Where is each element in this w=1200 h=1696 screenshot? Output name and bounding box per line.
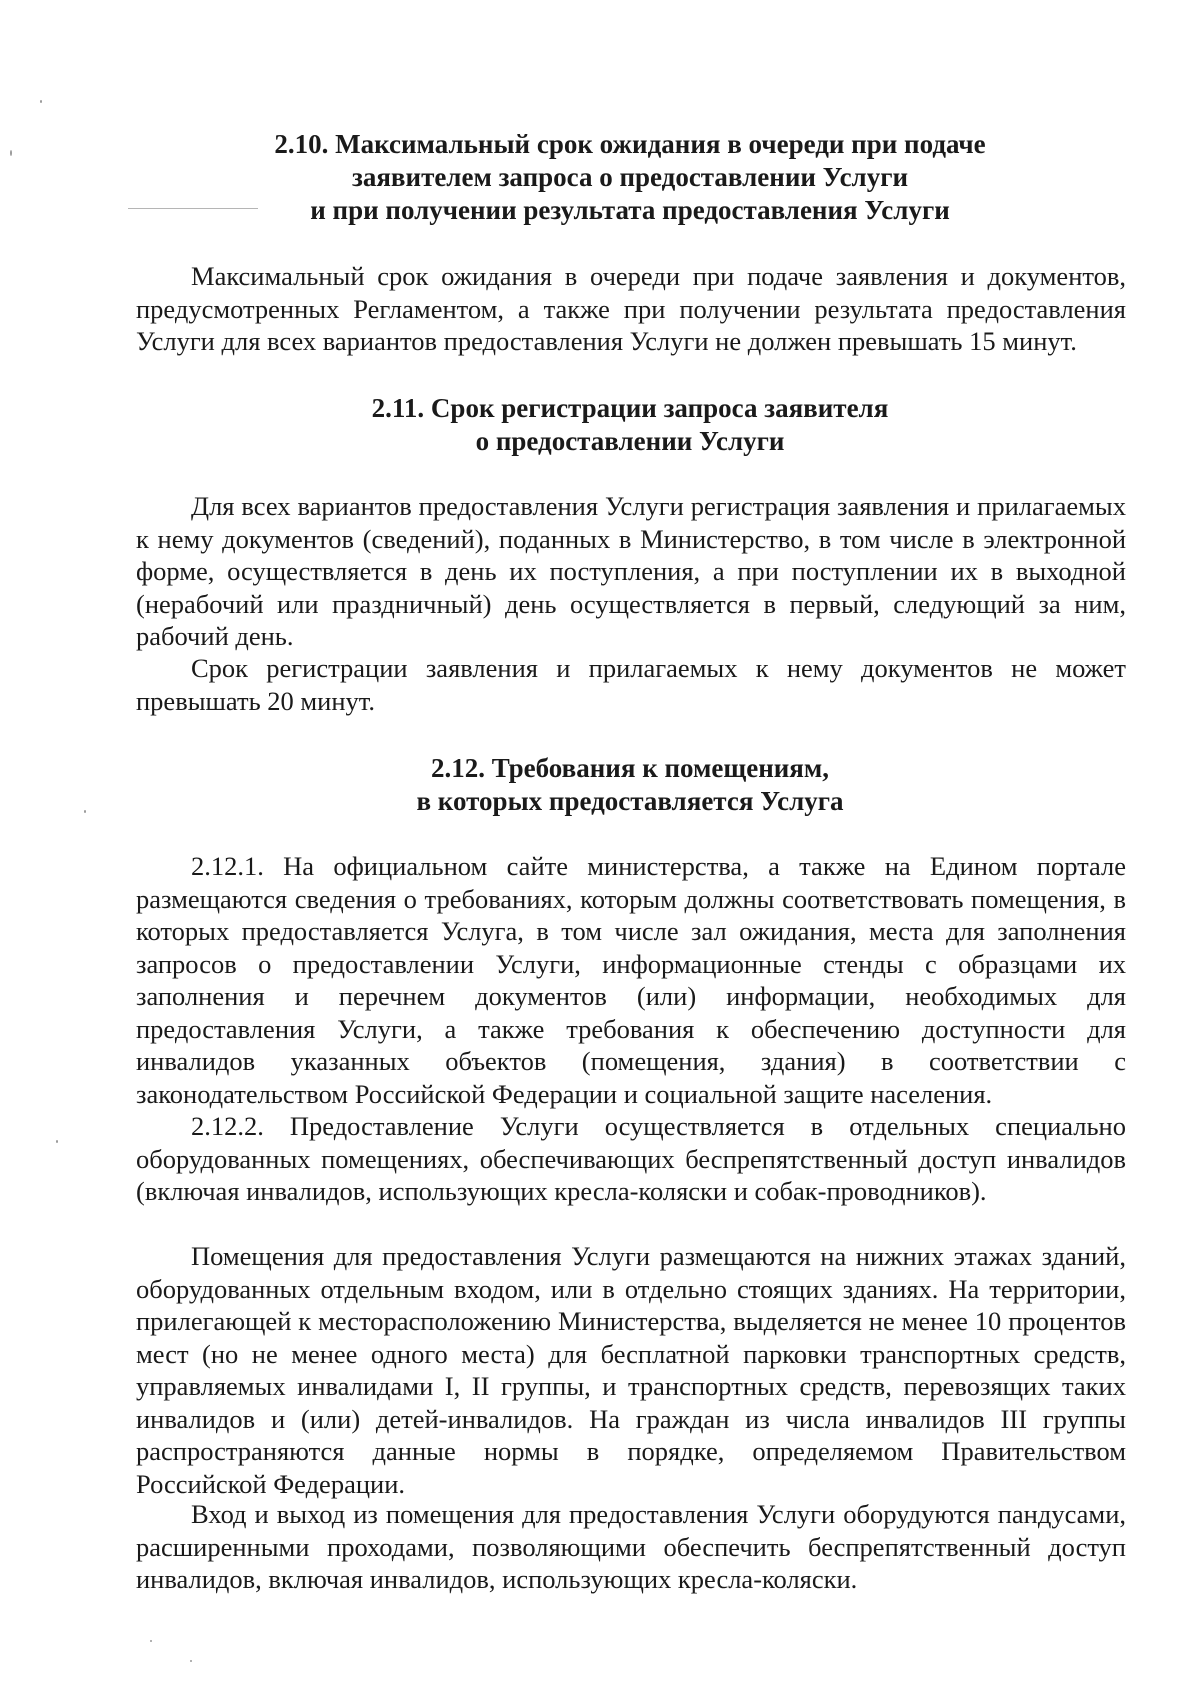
scan-speck [40,100,42,103]
section-2-12-paragraph: 2.12.1. На официальном сайте министерства, а также на Едином портале размещаются сведения о требованиях, которым должны соответствовать помещения, в которых предоставляется Услуга, в том числе зал ожидания, места для заполнения запросов о предоставлении Услуги, информационные стенды с образцами их заполнения и перечнем документов (или) информации, необходимых для предоставления Услуги, а также требования к обеспечению доступности для инвалидов указанных объектов (помещения, здания) в соответствии с законодательством Российской Федерации и социальной защите населения. [136,851,1126,1109]
scan-speck [150,1640,152,1642]
section-2-12-paragraph: Вход и выход из помещения для предоставления Услуги оборудуются пандусами, расширенными проходами, позволяющими обеспечить беспрепятственный доступ инвалидов, включая инвалидов, использующих кресла-коляски. [136,1499,1126,1594]
heading-line: 2.12. Требования к помещениям, [430,753,830,783]
scan-speck [190,1660,192,1662]
heading-line: 2.11. Срок регистрации запроса заявителя [371,393,889,423]
heading-line: заявителем запроса о предоставлении Услуги [351,162,909,192]
section-2-11-paragraph: Для всех вариантов предоставления Услуги регистрация заявления и прилагаемых к нему документов (сведений), поданных в Министерство, в том числе в электронной форме, осуществляется в день их поступления, а при поступлении их в выходной (нерабочий или праздничный) день осуществляется в первый, следующий за ним, рабочий день. [136,491,1126,651]
heading-line: в которых предоставляется Услуга [416,786,844,816]
section-2-10-heading [130,128,1130,227]
section-2-12-paragraph: 2.12.2. Предоставление Услуги осуществляется в отдельных специально оборудованных помещениях, обеспечивающих беспрепятственный доступ инвалидов (включая инвалидов, использующих кресла-коляски и собак-проводников). [136,1111,1126,1206]
section-2-11-heading [130,392,1130,458]
scan-speck [84,810,86,813]
section-2-10-paragraph: Максимальный срок ожидания в очереди при подаче заявления и документов, предусмотренных Регламентом, а также при получении результата предоставления Услуги для всех вариантов предоставления Услуги не должен превышать 15 минут. [136,261,1126,356]
heading-line: 2.10. Максимальный срок ожидания в очереди при подаче [274,129,986,159]
section-2-12-heading [130,752,1130,818]
heading-line: и при получении результата предоставления Услуги [310,195,950,225]
scan-speck [10,150,12,156]
section-2-12-paragraph: Помещения для предоставления Услуги размещаются на нижних этажах зданий, оборудованных отдельным входом, или в отдельно стоящих зданиях. На территории, прилегающей к месторасположению Министерства, выделяется не менее 10 процентов мест (но не менее одного места) для бесплатной парковки транспортных средств, управляемых инвалидами I, II группы, и транспортных средств, перевозящих таких инвалидов и (или) детей-инвалидов. На граждан из числа инвалидов III группы распространяются данные нормы в порядке, определяемом Правительством Российской Федерации. [136,1241,1126,1499]
heading-line: о предоставлении Услуги [475,426,785,456]
section-2-11-paragraph: Срок регистрации заявления и прилагаемых к нему документов не может превышать 20 минут. [136,653,1126,716]
scan-speck [56,1140,58,1143]
